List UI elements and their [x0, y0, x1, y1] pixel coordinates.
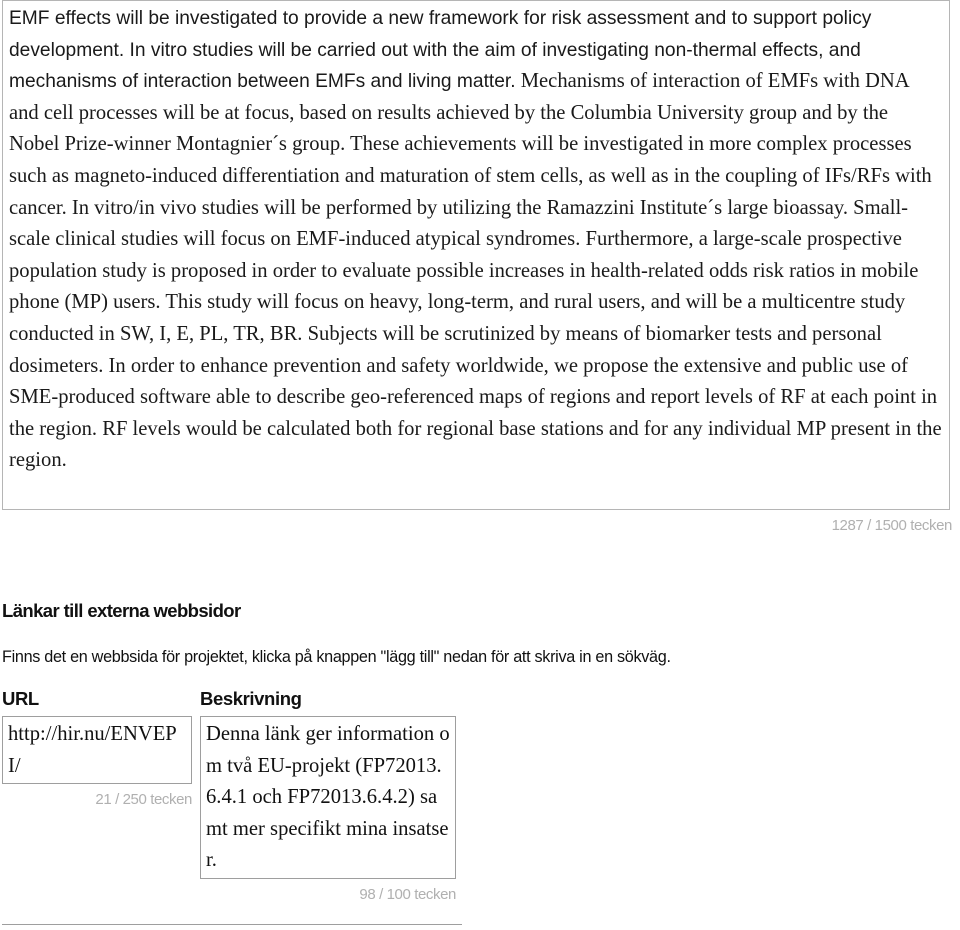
url-column-label: URL	[2, 688, 39, 709]
url-input[interactable]: http://hir.nu/ENVEPI/	[2, 716, 192, 784]
summary-body-text: Mechanisms of interaction of EMFs with DNA and cell processes will be at focus, based on results achieved by the Columbia University group and by the Nobel Prize-winner Montagnier´s group. These achievements will be investigated in more complex processes such as magneto-induced differentiation and maturation of stem cells, as well as in the coupling of IFs/RFs with cancer. In vitro/in vivo studies will be performed by utilizing the Ramazzini Institute´s large bioassay. Small-scale clinical studies will focus on EMF-induced atypical syndromes. Furthermore, a large-scale prospective population study is proposed in order to evaluate possible increases in health-related odds risk ratios in mobile phone (MP) users. This study will focus on heavy, long-term, and rural users, and will be a multicentre study conducted in SW, I, E, PL, TR, BR. Subjects will be scrutinized by means of biomarker tests and personal dosimeters. In order to enhance prevention and safety worldwide, we propose the extensive and public use of SME-produced software able to describe geo-referenced maps of regions and report levels of RF at each point in the region. RF levels would be calculated both for regional base stations and for any individual MP present in the region.	[9, 70, 942, 472]
summary-textarea[interactable]	[2, 0, 950, 510]
summary-char-counter: 1287 / 1500 tecken	[831, 517, 952, 534]
summary-lead-text: EMF effects will be investigated to provide a new framework for risk assessment and to support policy development. In vitro studies will be carried out with the aim of investigating non-thermal effects, and mechanisms of interaction between EMFs and living matter.	[9, 8, 872, 93]
instructions-text: Finns det en webbsida för projektet, klicka på knappen "lägg till" nedan för att skriva in en sökväg.	[2, 648, 671, 666]
description-char-counter: 98 / 100 tecken	[359, 886, 456, 903]
url-char-counter: 21 / 250 tecken	[95, 791, 192, 808]
description-textarea[interactable]: Denna länk ger information om två EU-projekt (FP72013.6.4.1 och FP72013.6.4.2) samt mer specifikt mina insatser.	[200, 716, 456, 879]
description-column-label: Beskrivning	[200, 688, 302, 709]
section-title: Länkar till externa webbsidor	[2, 600, 241, 621]
divider	[2, 924, 462, 925]
